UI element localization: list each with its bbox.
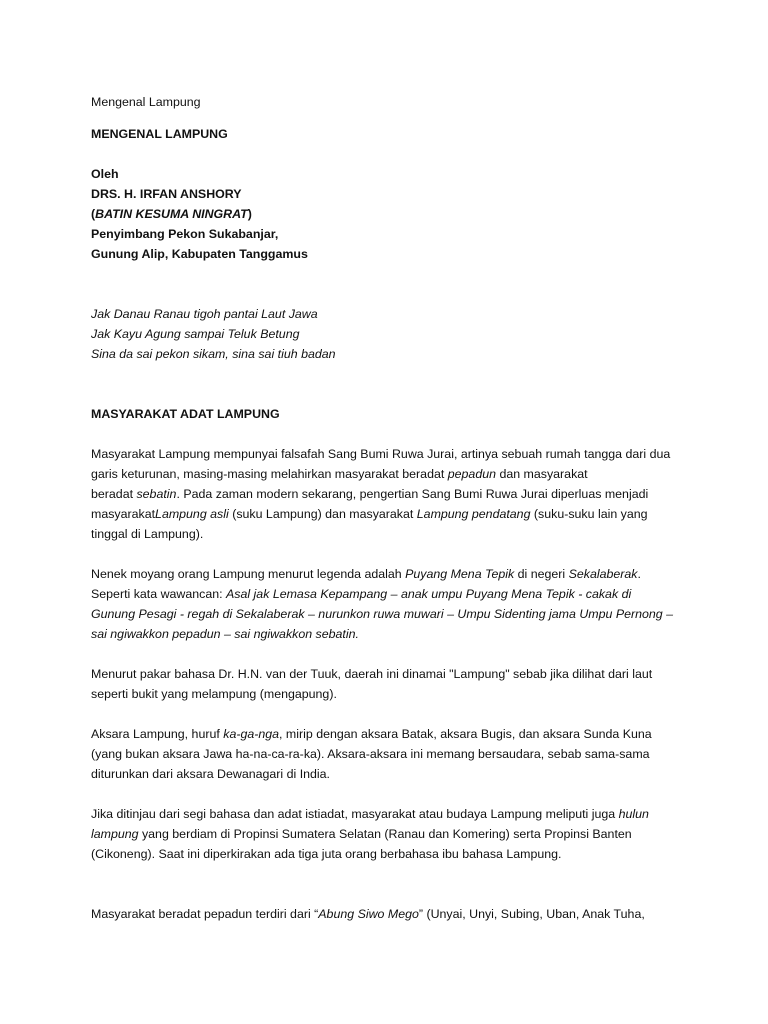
text-segment: yang berdiam di Propinsi Sumatera Selatan (Ranau dan Komering) serta Propinsi Banten	[138, 827, 632, 841]
document-title: Mengenal Lampung	[91, 95, 201, 109]
text-segment: (suku Lampung) dan masyarakat	[228, 507, 417, 521]
text-segment: diturunkan dari aksara Dewanagari di India.	[91, 767, 331, 781]
text-segment: . Pada zaman modern sekarang, pengertian Sang Bumi Ruwa Jurai diperluas menjadi	[176, 487, 649, 501]
text-segment: Gunung Alip, Kabupaten Tanggamus	[91, 247, 308, 261]
text-segment: Jika ditinjau dari segi bahasa dan adat istiadat, masyarakat atau budaya Lampung meliputi juga	[91, 807, 619, 821]
text-segment: ka-ga-nga	[223, 727, 280, 741]
text-segment: Menurut pakar bahasa Dr. H.N. van der Tuuk, daerah ini dinamai "Lampung" sebab jika dilihat dari laut	[91, 667, 653, 681]
text-segment: Abung Siwo Mego	[318, 907, 419, 921]
section-heading	[91, 404, 691, 424]
text-segment: Seperti kata wawancan:	[91, 587, 226, 601]
paragraph-aksara	[91, 724, 691, 784]
text-segment: (yang bukan aksara Jawa ha-na-ca-ra-ka). Aksara-aksara ini memang bersaudara, sebab sama-sama	[91, 747, 650, 761]
text-segment: BATIN KESUMA NINGRAT	[95, 207, 248, 221]
text-segment: Sina da sai pekon sikam, sina sai tiuh badan	[91, 347, 336, 361]
text-segment: Masyarakat beradat pepadun terdiri dari “	[91, 907, 319, 921]
text-segment: Penyimbang Pekon Sukabanjar,	[91, 227, 279, 241]
text-segment: ” (Unyai, Unyi, Subing, Uban, Anak Tuha,	[418, 907, 645, 921]
heading-main	[91, 124, 691, 144]
text-segment: seperti bukit yang melampung (mengapung).	[91, 687, 337, 701]
paragraph-hulun-lampung	[91, 804, 691, 864]
text-segment: Lampung pendatang	[416, 507, 531, 521]
text-segment: sai ngiwakkon pepadun – sai ngiwakkon sebatin.	[91, 627, 359, 641]
paragraph-falsafah	[91, 444, 691, 544]
text-segment: lampung	[91, 827, 139, 841]
text-segment: Lampung asli	[155, 507, 229, 521]
text-segment: MENGENAL LAMPUNG	[91, 127, 228, 141]
text-segment: (Cikoneng). Saat ini diperkirakan ada tiga juta orang berbahasa ibu bahasa Lampung.	[91, 847, 562, 861]
text-segment: garis keturunan, masing-masing melahirkan masyarakat beradat	[91, 467, 448, 481]
verse-block	[91, 304, 691, 364]
text-segment: Puyang Mena Tepik	[405, 567, 515, 581]
text-segment: beradat	[91, 487, 137, 501]
paragraph-nenek-moyang	[91, 564, 691, 644]
text-segment: Jak Danau Ranau tigoh pantai Laut Jawa	[91, 307, 318, 321]
text-segment: Masyarakat Lampung mempunyai falsafah Sang Bumi Ruwa Jurai, artinya sebuah rumah tangga dari dua	[91, 447, 671, 461]
text-segment: Sekalaberak	[568, 567, 638, 581]
text-segment: sebatin	[136, 487, 177, 501]
text-segment: di negeri	[514, 567, 569, 581]
text-segment: (suku-suku lain yang	[530, 507, 648, 521]
text-segment: Nenek moyang orang Lampung menurut legenda adalah	[91, 567, 406, 581]
text-segment: DRS. H. IRFAN ANSHORY	[91, 187, 242, 201]
text-segment: .	[637, 567, 641, 581]
text-segment: )	[247, 207, 252, 221]
text-segment: pepadun	[447, 467, 496, 481]
text-segment: Oleh	[91, 167, 119, 181]
text-segment: Aksara Lampung, huruf	[91, 727, 224, 741]
paragraph-pepadun	[91, 904, 691, 924]
text-segment: MASYARAKAT ADAT LAMPUNG	[91, 407, 280, 421]
text-segment: Gunung Pesagi - regah di Sekalaberak – nurunkon ruwa muwari – Umpu Sidenting jama Umpu Pernong –	[91, 607, 674, 621]
paragraph-van-der-tuuk	[91, 664, 691, 704]
text-segment: Jak Kayu Agung sampai Teluk Betung	[91, 327, 300, 341]
text-segment: , mirip dengan aksara Batak, aksara Bugis, dan aksara Sunda Kuna	[279, 727, 652, 741]
text-segment: hulun	[618, 807, 649, 821]
text-segment: tinggal di Lampung).	[91, 527, 204, 541]
text-segment: Asal jak Lemasa Kepampang – anak umpu Puyang Mena Tepik - cakak di	[226, 587, 632, 601]
author-block	[91, 164, 691, 264]
text-segment: (	[91, 207, 96, 221]
text-segment: masyarakat	[91, 507, 156, 521]
text-segment: dan masyarakat	[496, 467, 588, 481]
